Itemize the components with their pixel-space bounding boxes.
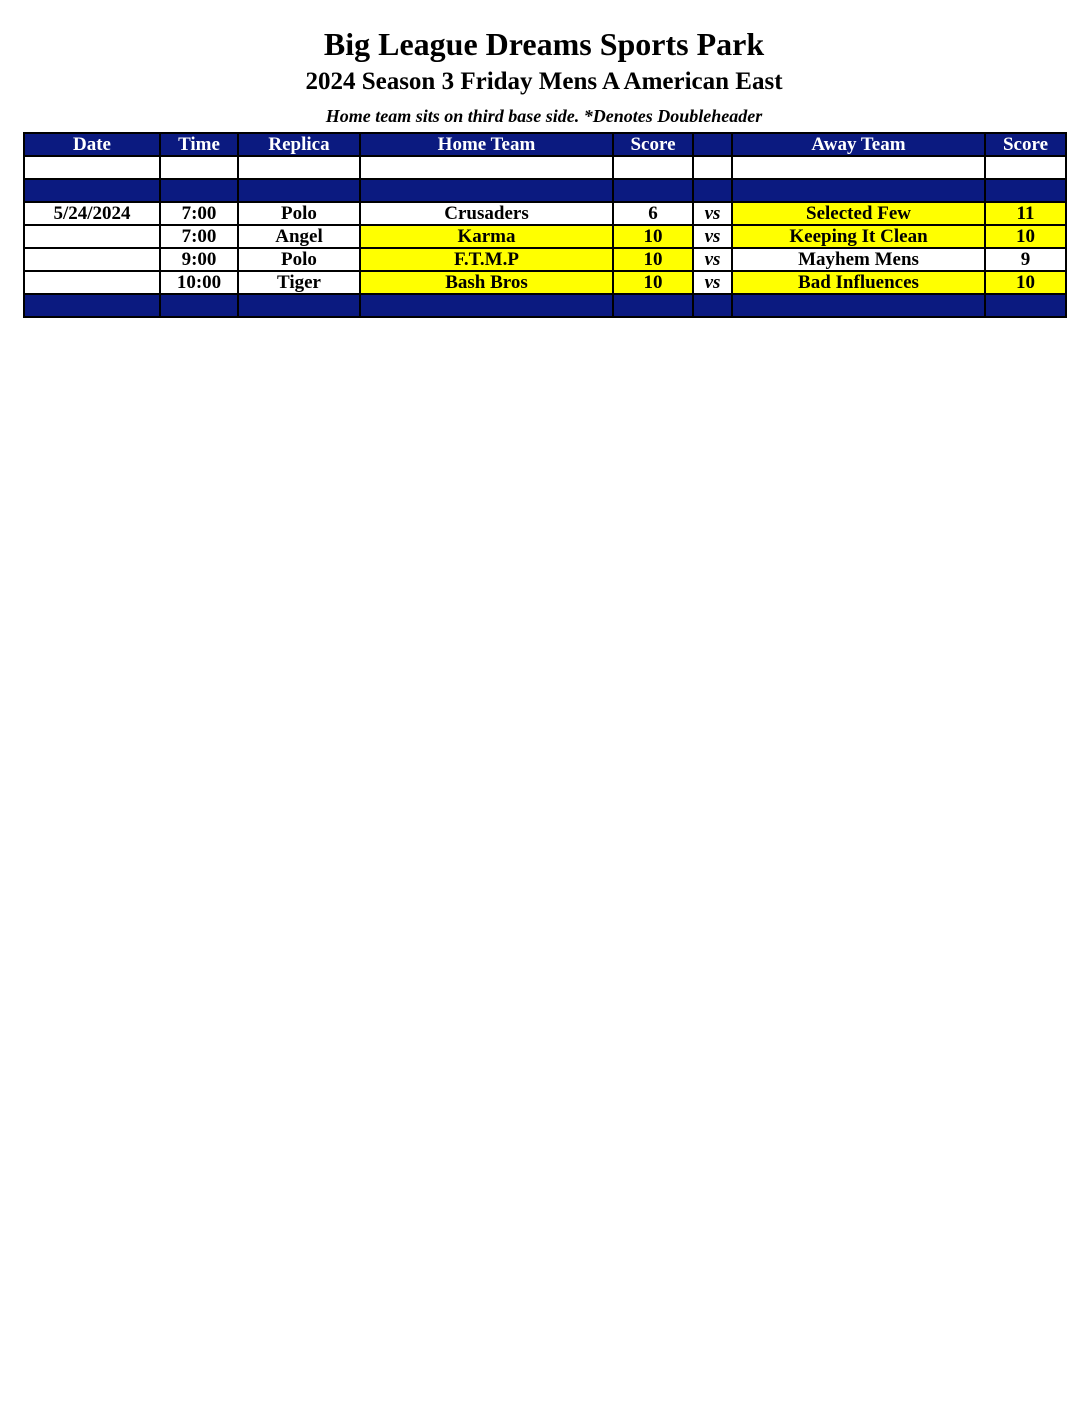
- away-team: Mayhem Mens: [732, 248, 985, 271]
- table-row: [24, 202, 1066, 225]
- game-time: 10:00: [160, 271, 238, 294]
- home-team: Bash Bros: [360, 271, 613, 294]
- table-row: [24, 271, 1066, 294]
- game-time: 9:00: [160, 248, 238, 271]
- game-date: [24, 248, 160, 271]
- page-subtitle: 2024 Season 3 Friday Mens A American East: [305, 68, 783, 95]
- table-row: [24, 225, 1066, 248]
- divider-band: [24, 179, 1066, 202]
- game-date: [24, 225, 160, 248]
- table-row: [24, 248, 1066, 271]
- column-header-time: Time: [160, 133, 238, 156]
- schedule-note: Home team sits on third base side. *Denotes Doubleheader: [325, 106, 763, 126]
- column-header-home-team: Home Team: [360, 133, 613, 156]
- divider-band: [24, 294, 1066, 317]
- home-score: 6: [613, 202, 693, 225]
- away-team: Keeping It Clean: [732, 225, 985, 248]
- game-time: 7:00: [160, 225, 238, 248]
- column-header-away-score: Score: [985, 133, 1066, 156]
- away-score: 11: [985, 202, 1066, 225]
- column-header-date: Date: [24, 133, 160, 156]
- away-score: 10: [985, 271, 1066, 294]
- away-score: 10: [985, 225, 1066, 248]
- home-score: 10: [613, 271, 693, 294]
- home-team: Karma: [360, 225, 613, 248]
- away-score: 9: [985, 248, 1066, 271]
- page-title: Big League Dreams Sports Park: [323, 26, 765, 62]
- home-score: 10: [613, 225, 693, 248]
- game-replica: Tiger: [238, 271, 360, 294]
- game-replica: Angel: [238, 225, 360, 248]
- home-score: 10: [613, 248, 693, 271]
- game-replica: Polo: [238, 248, 360, 271]
- column-header-away-team: Away Team: [732, 133, 985, 156]
- vs-label: vs: [693, 248, 732, 271]
- table-header-row: [24, 133, 1066, 156]
- column-header-home-score: Score: [613, 133, 693, 156]
- home-team: F.T.M.P: [360, 248, 613, 271]
- game-time: 7:00: [160, 202, 238, 225]
- away-team: Bad Influences: [732, 271, 985, 294]
- blank-row: [24, 156, 1066, 179]
- schedule-table: [23, 132, 1067, 318]
- vs-label: vs: [693, 202, 732, 225]
- away-team: Selected Few: [732, 202, 985, 225]
- game-date: 5/24/2024: [24, 202, 160, 225]
- vs-label: vs: [693, 271, 732, 294]
- game-date: [24, 271, 160, 294]
- home-team: Crusaders: [360, 202, 613, 225]
- vs-label: vs: [693, 225, 732, 248]
- game-replica: Polo: [238, 202, 360, 225]
- column-header-replica: Replica: [238, 133, 360, 156]
- column-header-vs: [693, 133, 732, 156]
